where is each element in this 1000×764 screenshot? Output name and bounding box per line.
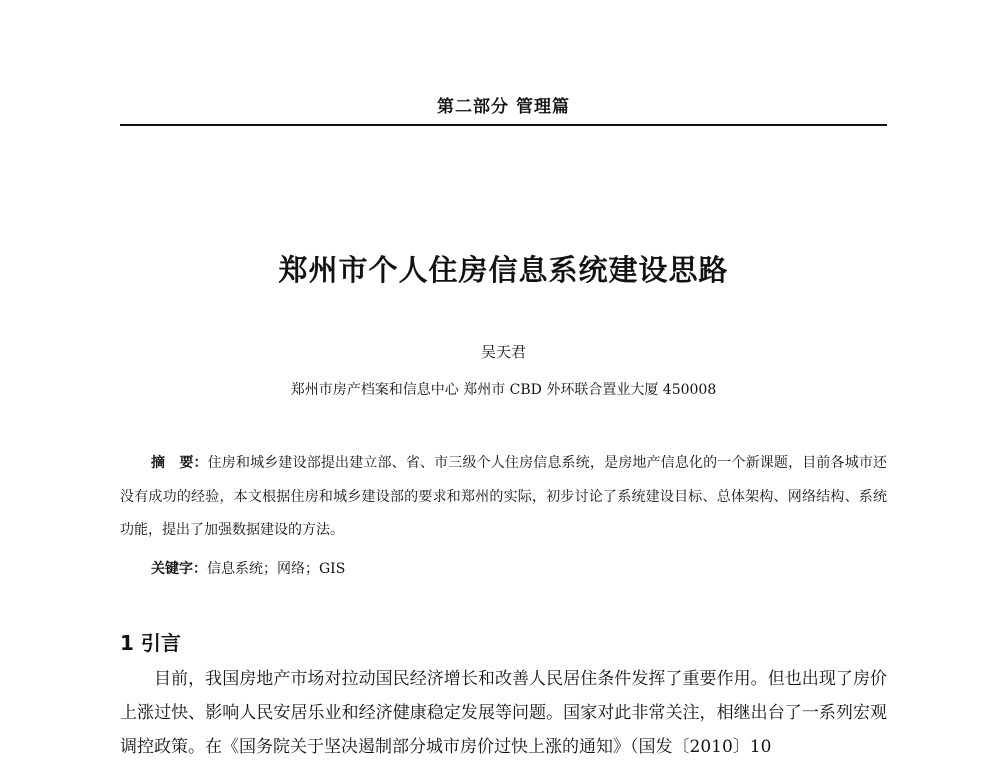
header-divider [120,124,887,126]
keywords-label: 关键字： [151,561,207,577]
author-affiliation: 郑州市房产档案和信息中心 郑州市 CBD 外环联合置业大厦 450008 [290,382,717,398]
running-header: 第二部分 管理篇 [437,97,570,117]
keywords-text: 信息系统；网络；GIS [207,561,346,577]
introduction-paragraph: 目前，我国房地产市场对拉动国民经济增长和改善人民居住条件发挥了重要作用。但也出现了房价上涨过快、影响人民安居乐业和经济健康稳定发展等问题。国家对此非常关注，相继出台了一系列宏观调控政策。在《国务院关于坚决遏制部分城市房价过快上涨的通知》（国发〔2010〕10 [120,669,887,757]
author-name: 吴天君 [480,343,526,361]
section-heading-introduction: 1 引言 [120,631,181,655]
article-title: 郑州市个人住房信息系统建设思路 [278,253,729,287]
keywords [151,558,345,578]
abstract [120,447,887,548]
abstract-label: 摘 要： [151,455,208,471]
abstract-text: 住房和城乡建设部提出建立部、省、市三级个人住房信息系统，是房地产信息化的一个新课题，目前各城市还没有成功的经验，本文根据住房和城乡建设部的要求和郑州的实际，初步讨论了系统建设目标、总体架构、网络结构、系统功能，提出了加强数据建设的方法。 [120,455,888,538]
